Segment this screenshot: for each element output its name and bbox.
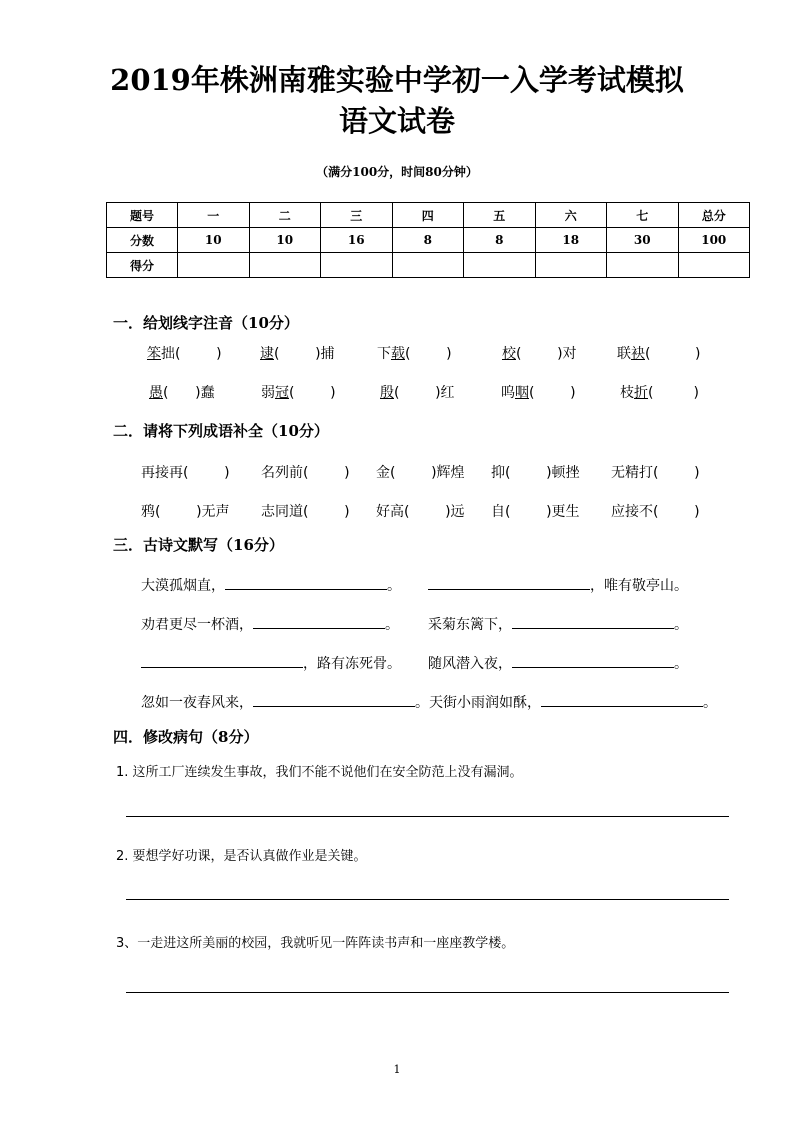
table-cell: 18 <box>535 228 607 253</box>
table-cell: 8 <box>392 228 464 253</box>
table-cell: 五 <box>464 203 536 228</box>
score-entry-cell[interactable] <box>249 253 321 278</box>
row-label-score: 得分 <box>107 253 178 278</box>
table-cell: 四 <box>392 203 464 228</box>
pinyin-item: 愚( )蠢 <box>149 385 215 401</box>
idiom-item: 应接不( ) <box>611 504 700 520</box>
answer-blank[interactable] <box>253 616 385 629</box>
idiom-item: 无精打( ) <box>611 465 700 481</box>
exam-title-line1: 2019年株洲南雅实验中学初一入学考试模拟 <box>110 63 684 97</box>
pinyin-item: 下载( ) <box>377 346 452 362</box>
poem-line: 忽如一夜春风来， 。天街小雨润如酥， 。 <box>141 695 717 711</box>
idiom-item: 抑( )顿挫 <box>491 465 580 481</box>
exam-subtitle: （满分100分，时间80分钟） <box>316 165 478 179</box>
pinyin-item: 殷( )红 <box>380 385 455 401</box>
pinyin-item: 弱冠( ) <box>261 385 336 401</box>
idiom-item: 再接再( ) <box>141 465 230 481</box>
sentence-question: 3、一走进这所美丽的校园，我就听见一阵阵读书声和一座座教学楼。 <box>116 936 515 951</box>
section-2-title: 二．请将下列成语补全（10分） <box>113 422 329 440</box>
score-table <box>106 202 750 278</box>
sentence-question: 1. 这所工厂连续发生事故，我们不能不说他们在安全防范上没有漏洞。 <box>116 765 523 780</box>
score-table-score-row <box>107 253 750 278</box>
table-cell: 30 <box>607 228 679 253</box>
section-4-title: 四．修改病句（8分） <box>113 728 259 746</box>
exam-title-line2: 语文试卷 <box>338 104 455 138</box>
table-cell: 总分 <box>678 203 750 228</box>
pinyin-item: 呜咽( ) <box>501 385 576 401</box>
answer-line[interactable] <box>126 899 729 900</box>
score-entry-cell[interactable] <box>678 253 750 278</box>
table-cell: 一 <box>178 203 250 228</box>
answer-line[interactable] <box>126 992 729 993</box>
table-cell: 三 <box>321 203 393 228</box>
poem-line: 大漠孤烟直， 。 <box>141 578 401 594</box>
table-cell: 七 <box>607 203 679 228</box>
idiom-item: 志同道( ) <box>261 504 350 520</box>
table-cell: 六 <box>535 203 607 228</box>
section-1-title: 一．给划线字注音（10分） <box>113 314 299 332</box>
pinyin-item: 笨拙( ) <box>147 346 222 362</box>
idiom-item: 名列前( ) <box>261 465 350 481</box>
pinyin-item: 校( )对 <box>502 346 577 362</box>
answer-blank[interactable] <box>512 655 674 668</box>
score-entry-cell[interactable] <box>607 253 679 278</box>
idiom-item: 好高( )远 <box>376 504 465 520</box>
sentence-question: 2. 要想学好功课，是否认真做作业是关键。 <box>116 849 367 864</box>
table-cell: 16 <box>321 228 393 253</box>
table-cell: 8 <box>464 228 536 253</box>
row-label-question-number: 题号 <box>107 203 178 228</box>
idiom-item: 鸦( )无声 <box>141 504 230 520</box>
answer-blank[interactable] <box>225 577 387 590</box>
score-entry-cell[interactable] <box>464 253 536 278</box>
poem-line: 劝君更尽一杯酒， 。 <box>141 617 399 633</box>
pinyin-item: 逮( )捕 <box>260 346 335 362</box>
score-entry-cell[interactable] <box>178 253 250 278</box>
poem-line: ，唯有敬亭山。 <box>428 575 688 595</box>
score-entry-cell[interactable] <box>535 253 607 278</box>
idiom-item: 自( )更生 <box>491 504 580 520</box>
section-3-title: 三．古诗文默写（16分） <box>113 536 284 554</box>
poem-line: 采菊东篱下， 。 <box>428 617 688 633</box>
row-label-points: 分数 <box>107 228 178 253</box>
answer-line[interactable] <box>126 816 729 817</box>
answer-blank[interactable] <box>253 694 415 707</box>
answer-blank[interactable] <box>512 616 674 629</box>
answer-blank[interactable] <box>141 655 303 668</box>
table-cell: 二 <box>249 203 321 228</box>
poem-line: ，路有冻死骨。 <box>141 653 401 673</box>
table-cell: 100 <box>678 228 750 253</box>
score-entry-cell[interactable] <box>392 253 464 278</box>
score-entry-cell[interactable] <box>321 253 393 278</box>
answer-blank[interactable] <box>428 577 590 590</box>
idiom-item: 金( )辉煌 <box>376 465 465 481</box>
score-table-points-row <box>107 228 750 253</box>
pinyin-item: 联袂( ) <box>617 346 701 362</box>
table-cell: 10 <box>249 228 321 253</box>
score-table-header-row <box>107 203 750 228</box>
table-cell: 10 <box>178 228 250 253</box>
page-number: 1 <box>393 1063 401 1076</box>
poem-line: 随风潜入夜， 。 <box>428 656 688 672</box>
answer-blank[interactable] <box>541 694 703 707</box>
pinyin-item: 枝折( ) <box>620 385 699 401</box>
